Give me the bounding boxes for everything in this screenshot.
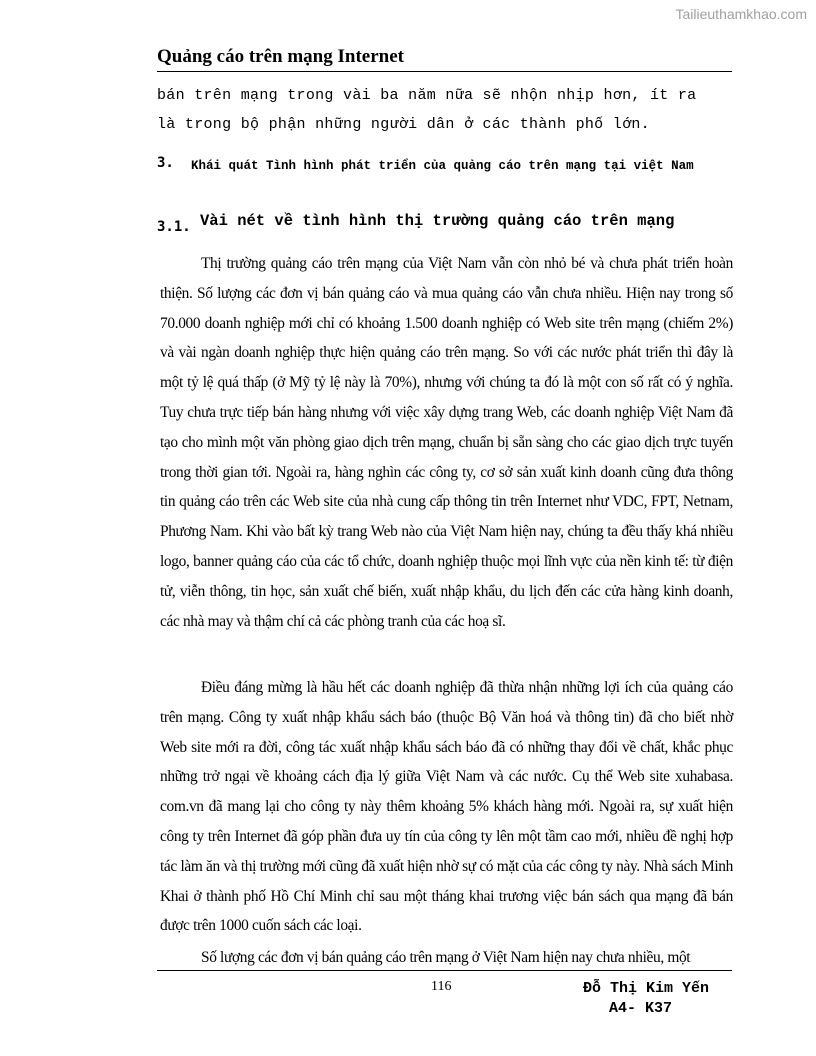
running-header-title: Quảng cáo trên mạng Internet (157, 46, 404, 67)
author-name: Đỗ Thị Kim Yến (583, 980, 710, 997)
body-paragraph-3 (160, 943, 733, 973)
page-number: 116 (431, 979, 452, 994)
paragraph-text: Điều đáng mừng là hầu hết các doanh nghiệp đã thừa nhận những lợi ích của quảng cáo trên mạng. Công ty xuất nhập khẩu sách báo (thuộc Bộ Văn hoá và thông tin) đã cho biết nhờ Web site mới ra đời, công tác xuất nhập khẩu sách báo đã có những thay đổi về chất, khắc phục những trở ngại về khoảng cách địa lý giữa Việt Nam và các nước. Cụ thể Web site xuhabasa. com.vn đã mang lại cho công ty này thêm khoảng 5% khách hàng mới. Ngoài ra, sự xuất hiện công ty trên Internet đã góp phần đưa uy tín của công ty lên một tầm cao mới, nhiều đề nghị hợp tác làm ăn và thị trường mới cũng đã xuất hiện nhờ sự có mặt của các công ty này. Nhà sách Minh Khai ở thành phố Hồ Chí Minh chỉ sau một tháng khai trương việc bán sách qua mạng đã bán được trên 1000 cuốn sách các loại. (160, 679, 733, 935)
body-paragraph-2 (160, 673, 733, 941)
paragraph-text: Thị trường quảng cáo trên mạng của Việt Nam vẫn còn nhỏ bé và chưa phát triển hoàn thiện. Số lượng các đơn vị bán quảng cáo và mua quảng cáo vẫn chưa nhiều. Hiện nay trong số 70.000 doanh nghiệp mới chỉ có khoảng 1.500 doanh nghiệp có Web site trên mạng (chiếm 2%) và vài ngàn doanh nghiệp thực hiện quảng cáo trên mạng. So với các nước phát triển thì đây là một tỷ lệ quá thấp (ở Mỹ tỷ lệ này là 70%), nhưng với chúng ta đó là một con số rất có ý nghĩa. Tuy chưa trực tiếp bán hàng nhưng với việc xây dựng trang Web, các doanh nghiệp Việt Nam đã tạo cho mình một văn phòng giao dịch trên mạng, chuẩn bị sẵn sàng cho các giao dịch trực tuyến trong thời gian tới. Ngoài ra, hàng nghìn các công ty, cơ sở sản xuất kinh doanh cũng đưa thông tin quảng cáo trên các Web site của nhà cung cấp thông tin trên Internet như VDC, FPT, Netnam, Phương Nam. Khi vào bất kỳ trang Web nào của Việt Nam hiện nay, chúng ta đều thấy khá nhiều logo, banner quảng cáo của các tổ chức, doanh nghiệp thuộc mọi lĩnh vực của nền kinh tế: từ điện tử, viễn thông, tin học, sản xuất chế biến, xuất nhập khẩu, du lịch đến các cửa hàng kinh doanh, các nhà may và thậm chí cả các phòng tranh của các hoạ sĩ. (160, 255, 733, 630)
footer-divider (157, 970, 732, 971)
intro-line-2: là trong bộ phận những người dân ở các thành phố lớn. (157, 116, 650, 133)
class-code: A4- K37 (609, 1000, 673, 1017)
intro-line-1: bán trên mạng trong vài ba năm nữa sẽ nhộn nhịp hơn, ít ra (157, 87, 697, 104)
body-paragraph-1 (160, 249, 733, 636)
header-divider (157, 71, 732, 72)
section-3-1-heading: Vài nét về tình hình thị trường quảng cáo trên mạng (200, 212, 675, 230)
paragraph-text: Số lượng các đơn vị bán quảng cáo trên mạng ở Việt Nam hiện nay chưa nhiều, một (201, 949, 691, 966)
section-3-1-number: 3.1. (157, 219, 191, 235)
section-3-heading: Khái quát Tình hình phát triển của quảng cáo trên mạng tại việt Nam (191, 159, 694, 173)
section-3-number: 3. (157, 155, 174, 171)
watermark: Tailieuthamkhao.com (675, 6, 807, 22)
